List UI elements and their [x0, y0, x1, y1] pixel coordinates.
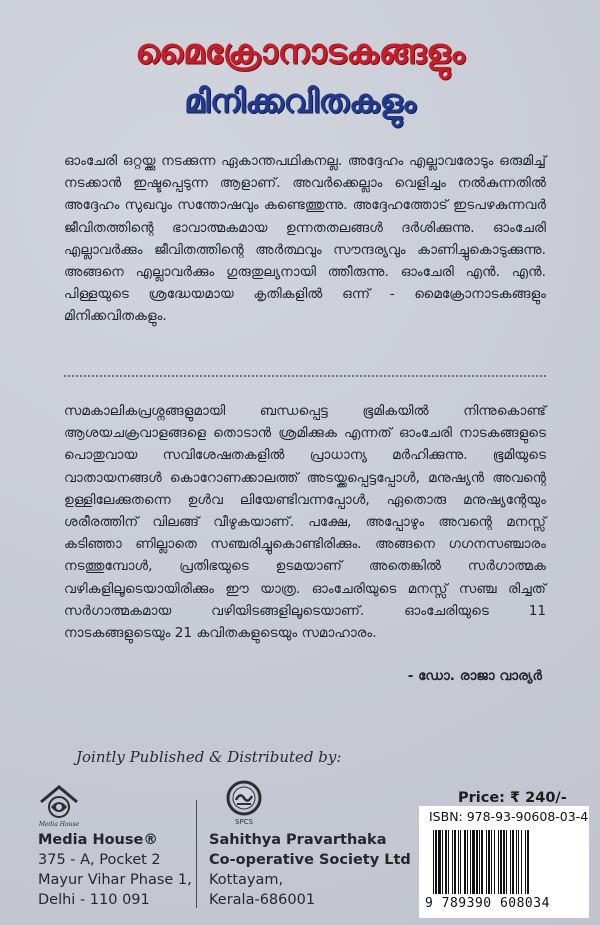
- barcode-bar: [525, 830, 526, 894]
- barcode-bar: [470, 830, 471, 894]
- media-house-logo-caption: Media House: [38, 821, 80, 828]
- barcode-bar: [438, 830, 441, 894]
- barcode-bar: [488, 830, 490, 894]
- publisher-1-address-line3: Delhi - 110 091: [38, 892, 150, 908]
- book-title-line2: മിനിക്കവിതകളും: [184, 82, 416, 120]
- publisher-media-house: [38, 830, 192, 910]
- barcode-bar: [503, 830, 505, 894]
- barcode-panel: [419, 806, 589, 918]
- barcode-bar: [500, 830, 502, 894]
- barcode-bar: [516, 830, 517, 894]
- publisher-divider: [196, 800, 197, 908]
- publisher-1-name: Media House®: [38, 832, 158, 848]
- publishers-heading: Jointly Published & Distributed by:: [76, 748, 342, 766]
- publisher-2-address-line2: Kerala-686001: [209, 892, 316, 908]
- spcs-logo-icon: [220, 778, 268, 826]
- isbn-text: ISBN: 978-93-90608-03-4: [429, 809, 589, 824]
- publisher-1-address-line2: Mayur Vihar Phase 1,: [38, 872, 192, 888]
- barcode-bar: [452, 830, 453, 894]
- barcode-bar: [506, 830, 507, 894]
- blurb-paragraph-2: സമകാലികപ്രശ്നങ്ങളുമായി ബന്ധപ്പെട്ട ഭൂമികയിൽ നിന്നുകൊണ്ട് ആശയചക്രവാളങ്ങളെ തൊടാൻ ശ്രമിക്കുക എന്നത് ഓംചേരി നാടകങ്ങളുടെ പൊതുവായ സവിശേഷതകളിൽ പ്രാധാന്യ മർഹിക്കുന്നു. ഭൂമിയുടെ വാതായനങ്ങൾ കൊറോണക്കാലത്ത് അടയ്ക്കപ്പെട്ടപ്പോൾ, മനുഷ്യൻ അവന്റെ ഉള്ളിലേക്കുതന്നെ ഉൾവ ലിയേണ്ടിവന്നപ്പോൾ, ഏതൊരു മനുഷ്യന്റേയും ശരീരത്തിന് വിലങ്ങ് വീഴുകയാണ്. പക്ഷേ, അപ്പോഴും അവന്റെ മനസ്സ് കടിഞ്ഞാ ണില്ലാതെ സഞ്ചരിച്ചുകൊണ്ടിരിക്കും. അങ്ങനെ ഗഗനസഞ്ചാരം നടത്തുമ്പോൾ, പ്രതിഭയുടെ ഉടമയാണ് അതെങ്കിൽ സർഗാത്മക വഴികളിലൂടെയായിരിക്കും ഈ യാത്ര. ഓംചേരിയുടെ മനസ്സ് സഞ്ച രിച്ചത് സർഗാത്മകമായ വഴിയിടങ്ങളിലൂടെയാണ്. ഓംചേരിയുടെ 11 നാടകങ്ങളുടെയും 21 കവിതകളുടെയും സമാഹാരം.: [64, 403, 546, 642]
- dotted-divider: [64, 375, 546, 377]
- barcode-bar: [472, 830, 475, 894]
- barcode-bar: [445, 830, 447, 894]
- barcode-bar: [454, 830, 456, 894]
- barcode-bar: [494, 830, 495, 894]
- publisher-1-address-line1: 375 - A, Pocket 2: [38, 852, 161, 868]
- barcode-bar: [460, 830, 461, 894]
- barcode-bar: [458, 830, 459, 894]
- barcode-bar: [521, 830, 522, 894]
- barcode-bar: [433, 830, 434, 894]
- media-house-logo-icon: [38, 782, 80, 828]
- publisher-2-name-line2: Co-operative Society Ltd: [209, 852, 411, 868]
- spcs-logo-caption: SPCS: [235, 818, 253, 826]
- reviewer-signature: - ഡോ. രാജാ വാര്യർ: [407, 668, 542, 684]
- publisher-spcs: [209, 830, 411, 910]
- barcode-bar: [442, 830, 443, 894]
- barcode-bar: [481, 830, 483, 894]
- barcode-icon: [429, 830, 579, 896]
- publisher-2-address-line1: Kottayam,: [209, 872, 284, 888]
- barcode-bar: [498, 830, 499, 894]
- barcode-bar: [510, 830, 511, 894]
- barcode-bar: [448, 830, 449, 894]
- blurb-paragraph-1: ഓംചേരി ഒറ്റയ്ക്കു നടക്കുന്ന ഏകാന്തപഥികനല്ല. അദ്ദേഹം എല്ലാവരോടും ഒരുമിച്ച് നടക്കാൻ ഇഷ്ടപ്പെടുന്ന ആളാണ്. അവർക്കെല്ലാം വെളിച്ചം നൽകുന്നതിൽ അദ്ദേഹം സുഖവും സന്തോഷവും കണ്ടെത്തുന്നു. അദ്ദേഹത്തോട് ഇടപഴകുന്നവർ ജീവിതത്തിന്റെ ഭാവാത്മകമായ ഉന്നതതലങ്ങൾ ദർശിക്കുന്നു. ഓംചേരി എല്ലാവർക്കും ജീവിതത്തിന്റെ അർത്ഥവും സൗന്ദര്യവും കാണിച്ചുകൊടുക്കുന്നു. അങ്ങനെ എല്ലാവർക്കും ഗുരുതുല്യനായി ത്തീരുന്നു. ഓംചേരി എൻ. എൻ. പിള്ളയുടെ ശ്രദ്ധേയമായ കൃതികളിൽ ഒന്ന് - മൈക്രോനാടകങ്ങളും മിനിക്കവിതകളും.: [64, 153, 546, 325]
- barcode-bar: [527, 830, 529, 894]
- barcode-bar: [467, 830, 468, 894]
- barcode-digits: 9 789390 608034: [425, 896, 550, 911]
- barcode-bar: [491, 830, 492, 894]
- book-title-line1: മൈക്രോനാടകങ്ങളും: [135, 32, 465, 72]
- barcode-bar: [435, 830, 437, 894]
- barcode-bar: [518, 830, 519, 894]
- price-label: Price: ₹ 240/-: [458, 790, 567, 806]
- barcode-bar: [476, 830, 478, 894]
- barcode-bar: [486, 830, 487, 894]
- publisher-2-name-line1: Sahithya Pravarthaka: [209, 832, 387, 848]
- barcode-bar: [479, 830, 480, 894]
- barcode-bar: [512, 830, 514, 894]
- barcode-bar: [464, 830, 466, 894]
